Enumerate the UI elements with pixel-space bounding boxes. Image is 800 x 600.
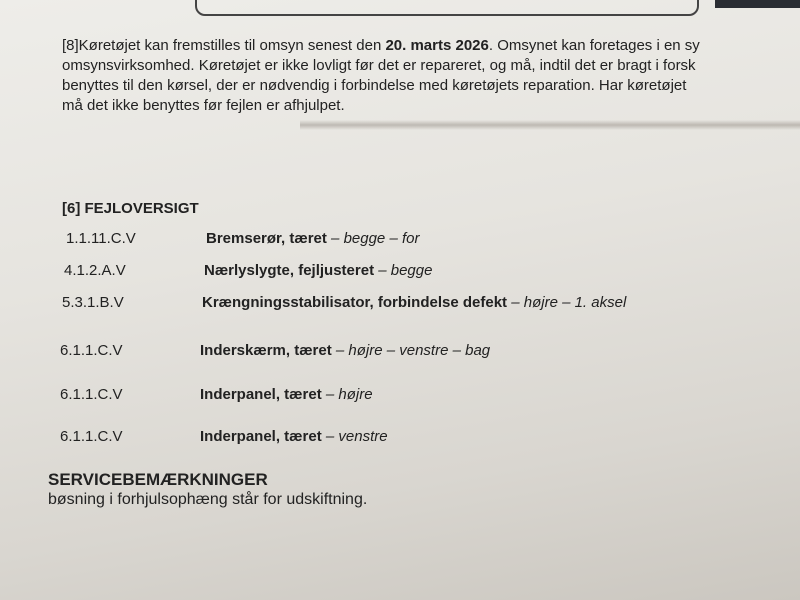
fault-description — [206, 230, 419, 247]
header-box — [195, 0, 699, 16]
fault-name: Inderskærm, tæret — [200, 342, 332, 359]
fault-overview-heading: [6] FEJLOVERSIGT — [62, 200, 199, 217]
fault-name: Inderpanel, tæret — [200, 386, 322, 403]
fault-code: 1.1.11.C.V — [66, 230, 136, 247]
fault-description — [202, 294, 626, 311]
fault-detail: – begge — [374, 262, 433, 279]
notice-line: benyttes til den kørsel, der er nødvendig i forbindelse med køretøjets reparation. Har køretøjet — [62, 77, 687, 94]
notice-text: . Omsynet kan foretages i en sy — [488, 37, 700, 54]
fault-description — [200, 342, 490, 359]
notice-paragraph — [62, 36, 800, 116]
fault-description — [200, 386, 373, 403]
fault-name: Nærlyslygte, fejljusteret — [204, 262, 375, 279]
fault-description — [204, 262, 432, 279]
fault-detail: – højre – venstre – bag — [331, 342, 491, 359]
fault-name: Bremserør, tæret — [206, 230, 327, 247]
notice-line: må det ikke benyttes før fejlen er afhjulpet. — [62, 97, 345, 114]
header-dark-block — [715, 0, 800, 8]
service-remarks-text: bøsning i forhjulsophæng står for udskiftning. — [48, 491, 368, 508]
fault-detail: – begge – for — [326, 230, 420, 247]
fault-detail: – højre – 1. aksel — [507, 294, 627, 311]
fault-code: 4.1.2.A.V — [64, 262, 126, 279]
fault-code: 6.1.1.C.V — [60, 428, 123, 445]
fault-detail: – højre — [321, 386, 373, 403]
fault-detail: – venstre — [321, 428, 388, 445]
deadline-date: 20. marts 2026 — [385, 37, 489, 54]
fault-description — [200, 428, 388, 445]
fault-name: Krængningsstabilisator, forbindelse defekt — [202, 294, 508, 311]
notice-text: [8]Køretøjet kan fremstilles til omsyn senest den — [62, 37, 386, 54]
paper-crease — [300, 120, 800, 130]
fault-name: Inderpanel, tæret — [200, 428, 322, 445]
service-remarks-heading: SERVICEBEMÆRKNINGER — [48, 470, 268, 489]
fault-code: 6.1.1.C.V — [60, 386, 123, 403]
fault-code: 5.3.1.B.V — [62, 294, 124, 311]
notice-line: omsynsvirksomhed. Køretøjet er ikke lovligt før det er repareret, og må, indtil det er bragt i forsk — [62, 57, 696, 74]
fault-code: 6.1.1.C.V — [60, 342, 123, 359]
